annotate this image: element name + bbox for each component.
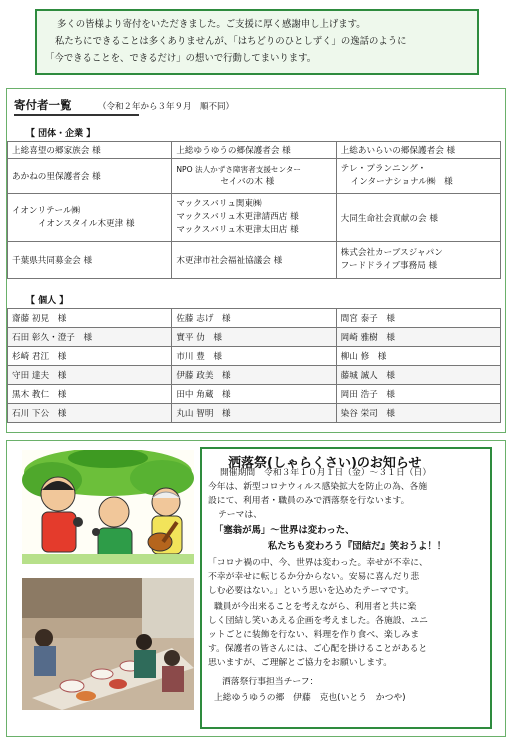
event-contact-label: 洒落祭行事担当チーフ： xyxy=(222,677,319,687)
individual-cell: 丸山 智明 様 xyxy=(172,404,336,423)
table-row xyxy=(8,347,501,366)
org-cell xyxy=(172,142,336,159)
org-cell xyxy=(8,242,172,279)
org-name-line: テレ・プランニング・ xyxy=(340,164,427,174)
org-name: あかねの里保護者会 様 xyxy=(12,172,101,182)
individual-cell: 守田 達夫 様 xyxy=(8,366,172,385)
org-cell xyxy=(8,194,172,242)
individual-cell: 岡田 浩子 様 xyxy=(336,385,500,404)
event-title: 洒落祭(しゃらくさい)のお知らせ xyxy=(228,456,422,471)
table-row xyxy=(8,194,501,242)
event-contact-name: 上総ゆうゆうの郷 伊藤 克也(いとう かつや) xyxy=(214,693,406,703)
event-text-line: しむ必要はない。」という思いを込めたテーマです。 xyxy=(208,586,415,596)
donor-list-title xyxy=(14,97,72,113)
org-cell xyxy=(8,159,172,194)
organization-table xyxy=(7,141,501,279)
event-text-line: 「コロナ禍の中、今、世界は変わった。幸せが不幸に、 xyxy=(208,558,428,568)
table-row xyxy=(8,404,501,423)
dining-photo xyxy=(22,578,194,710)
org-name: 上総あいらいの郷保護者会 様 xyxy=(340,146,456,156)
intro-line: 多くの皆様より寄付をいただきました。ご支援に厚く感謝申し上げます。 xyxy=(57,19,366,30)
table-row xyxy=(8,309,501,328)
individual-cell: 柳山 修 様 xyxy=(336,347,500,366)
org-cell xyxy=(336,142,500,159)
table-row xyxy=(8,242,501,279)
individual-cell: 齋藤 初見 様 xyxy=(8,309,172,328)
event-text-line: 不幸が幸せに転じるか分からない。安易に喜んだり悲 xyxy=(208,572,420,582)
individual-cell: 杉崎 君江 様 xyxy=(8,347,172,366)
individual-cell: 岡崎 雅樹 様 xyxy=(336,328,500,347)
event-text-line: 職員が今出来ることを考えながら、利用者と共に楽 xyxy=(214,602,417,612)
individual-cell: 伊藤 政美 様 xyxy=(172,366,336,385)
org-cell xyxy=(172,242,336,279)
org-cell xyxy=(336,194,500,242)
individual-cell: 藤城 誠人 様 xyxy=(336,366,500,385)
event-text-line: 設にて、利用者・職員のみで洒落祭を行ないます。 xyxy=(208,496,410,506)
individual-cell: 佐藤 志げ 様 xyxy=(172,309,336,328)
org-name: 上総ゆうゆうの郷保護者会 様 xyxy=(176,146,291,156)
org-name-line: イオンリテール㈱ xyxy=(12,205,81,216)
intro-message-box xyxy=(35,9,479,75)
table-row xyxy=(8,159,501,194)
org-name-line: マックスバリュ木更津太田店 様 xyxy=(176,225,299,235)
event-text-line: しく団結し笑いあえる企画を考えました。各施設、ユニ xyxy=(208,616,428,626)
event-theme-line: 「塞翁が馬」～世界は変わった、 xyxy=(214,525,355,536)
org-name-line: 株式会社カーブスジャパン xyxy=(340,248,443,258)
org-name-line: マックスバリュ木更津請西店 様 xyxy=(176,212,299,222)
org-name-line: イオンスタイル木更津 様 xyxy=(38,218,135,229)
event-period: 開催期間 令和３年１０月１日（金）～３１日（日） xyxy=(220,468,432,478)
org-cell xyxy=(8,142,172,159)
org-name: 千葉県共同募金会 様 xyxy=(12,256,93,266)
event-text-line: 思いますが、ご理解とご協力をお願いします。 xyxy=(208,658,393,668)
org-name: 木更津市社会福祉協議会 様 xyxy=(176,256,283,266)
event-theme-line: 私たちも変わろう『団結だ』笑おうよ！！ xyxy=(268,541,447,552)
individual-cell: 實平 仂 様 xyxy=(172,328,336,347)
org-name: 大同生命社会貢献の会 様 xyxy=(340,213,438,224)
event-text-line: テーマは、 xyxy=(218,510,262,520)
individual-section-label: 【 個人 】 xyxy=(26,296,69,306)
individual-table xyxy=(7,308,501,423)
org-cell xyxy=(172,159,336,194)
org-name-line: マックスバリュ関東㈱ xyxy=(176,199,262,209)
intro-line: 私たちにできることは多くありませんが、「はちどりのひとしずく」の逸話のように xyxy=(55,36,407,47)
org-name-line: セイバの木 様 xyxy=(220,177,275,187)
musicians-illustration xyxy=(22,450,194,564)
org-cell xyxy=(336,159,500,194)
donor-period: （令和２年から３年９月 順不同） xyxy=(98,102,235,112)
org-cell xyxy=(336,242,500,279)
org-section-label: 【 団体・企業 】 xyxy=(26,129,96,139)
title-underline xyxy=(14,114,139,116)
org-name-line: インターナショナル㈱ 様 xyxy=(350,177,453,187)
individual-cell: 石川 下公 様 xyxy=(8,404,172,423)
table-row xyxy=(8,142,501,159)
event-text-line: ットごとに装飾を行ない、料理を作り食べ、楽しみま xyxy=(208,630,420,640)
individual-cell: 田中 角蔵 様 xyxy=(172,385,336,404)
event-text-line: す。保護者の皆さんには、ご心配を掛けることがあると xyxy=(208,644,428,654)
org-name: 上総喜望の郷家族会 様 xyxy=(12,146,101,156)
individual-cell: 石田 彰久・澄子 様 xyxy=(8,328,172,347)
individual-cell: 市川 豊 様 xyxy=(172,347,336,366)
table-row xyxy=(8,328,501,347)
table-row xyxy=(8,385,501,404)
intro-line: 「今できることを、できるだけ」の想いで行動してまいります。 xyxy=(45,53,317,64)
table-row xyxy=(8,366,501,385)
individual-cell: 染谷 栄司 様 xyxy=(336,404,500,423)
individual-cell: 間宮 泰子 様 xyxy=(336,309,500,328)
org-name-line: フードドライブ事務局 様 xyxy=(340,261,438,271)
org-name-line: NPO 法人かずさ障害者支援センター xyxy=(176,165,301,174)
event-text-line: 今年は、新型コロナウィルス感染拡大を防止の為、各施 xyxy=(208,482,428,492)
org-cell xyxy=(172,194,336,242)
individual-cell: 黒木 教仁 様 xyxy=(8,385,172,404)
donor-title-text: 寄付者一覧 xyxy=(14,98,72,112)
